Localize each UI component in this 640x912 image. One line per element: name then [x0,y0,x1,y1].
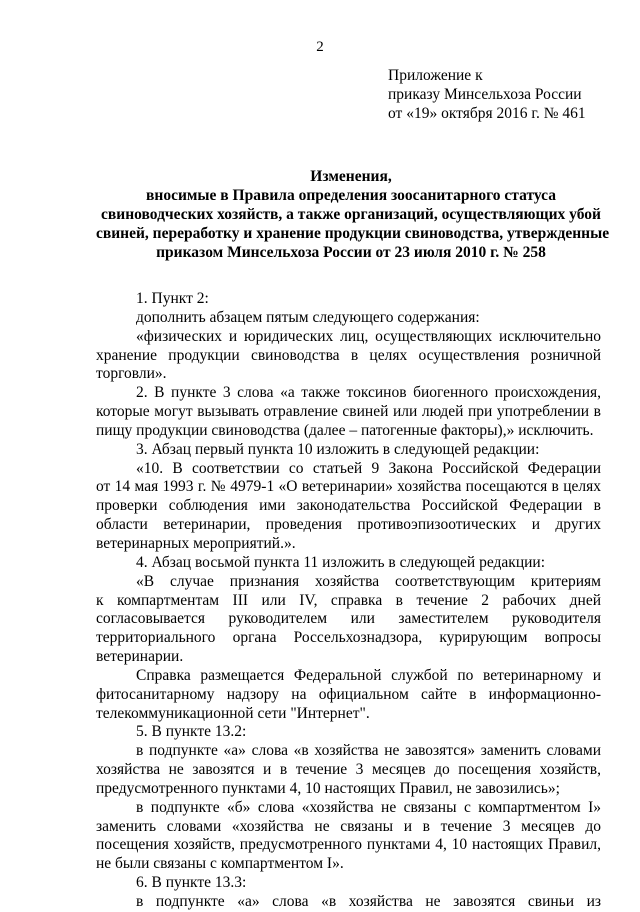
body-line: фитосанитарному надзору на официальном сайте в информационно- [96,685,601,703]
body-line: «В случае признания хозяйства соответствующим критериям [136,572,601,590]
body-line: от 14 мая 1993 г. № 4979-1 «О ветеринарии» хозяйства посещаются в целях [96,478,601,496]
title-line: приказом Минсельхоза России от 23 июля 2010 г. № 258 [156,244,546,261]
title-line: свиноводческих хозяйств, а также организаций, осуществляющих убой [101,206,601,223]
document-title [96,167,610,262]
body-line: дополнить абзацем пятым следующего содержания: [136,308,480,326]
body-line: хозяйства не завозятся и в течение 3 месяцев до посещения хозяйств, [96,761,601,779]
appendix-line: Приложение к [388,67,483,84]
body-line: территориального органа Россельхознадзора, курирующим вопросы [96,629,601,647]
body-line: пищу продукции свиноводства (далее – патогенные факторы),» исключить. [96,421,594,439]
page-number: 2 [316,39,324,55]
body-line: 5. В пункте 13.2: [136,723,247,741]
body-line: 3. Абзац первый пункта 10 изложить в следующей редакции: [136,440,540,458]
body-line: предусмотренного пунктами 4, 10 настоящих Правил, не завозились»; [96,779,560,797]
title-line: свиней, переработку и хранение продукции свиноводства, утвержденные [96,225,610,242]
body-line: в подпункте «а» слова «в хозяйства не завозятся свиньи из [136,893,601,910]
document-body [96,290,601,912]
body-line: Справка размещается Федеральной службой по ветеринарному и [136,666,601,684]
body-line: в подпункте «б» слова «хозяйства не связаны с компартментом I» [136,798,601,816]
body-line: «10. В соответствии со статьей 9 Закона Российской Федерации [136,459,601,477]
body-line: заменить словами «хозяйства не связаны и в течение 3 месяцев до [96,817,601,835]
body-line: 4. Абзац восьмой пункта 11 изложить в следующей редакции: [136,553,546,571]
body-line: посещения хозяйств, предусмотренного пунктами 4, 10 настоящих Правил, [96,836,601,854]
appendix-reference [388,66,628,123]
body-line: ветеринарии. [96,648,184,666]
body-line: ветеринарных мероприятий.». [96,534,296,552]
body-line: торговли». [96,365,167,383]
body-line: 1. Пункт 2: [136,290,209,307]
body-line: проверки соблюдения ими законодательства Российской Федерации в [96,497,601,515]
body-line: согласовывается руководителем или заместителем руководителя [96,610,601,628]
body-line: телекоммуникационной сети "Интернет". [96,704,370,722]
body-line: «физических и юридических лиц, осуществляющих исключительно [136,327,601,345]
appendix-line: от «19» октября 2016 г. № 461 [388,105,586,122]
body-line: к компартментам III или IV, справка в течение 2 рабочих дней [96,591,601,609]
body-line: которые могут вызывать отравление свиней или людей при употреблении в [96,403,601,421]
body-line: области ветеринарии, проведения противоэпизоотических и других [96,516,601,534]
body-line: не были связаны с компартментом I». [96,855,344,873]
title-heading: Изменения, [310,168,392,185]
title-line: вносимые в Правила определения зоосанитарного статуса [146,187,556,204]
body-line: 2. В пункте 3 слова «а также токсинов биогенного происхождения, [136,384,601,402]
body-line: в подпункте «а» слова «в хозяйства не завозятся» заменить словами [136,742,601,760]
appendix-line: приказу Минсельхоза России [388,86,582,103]
body-line: хранение продукции свиноводства в целях осуществления розничной [96,346,601,364]
body-line: 6. В пункте 13.3: [136,874,247,892]
